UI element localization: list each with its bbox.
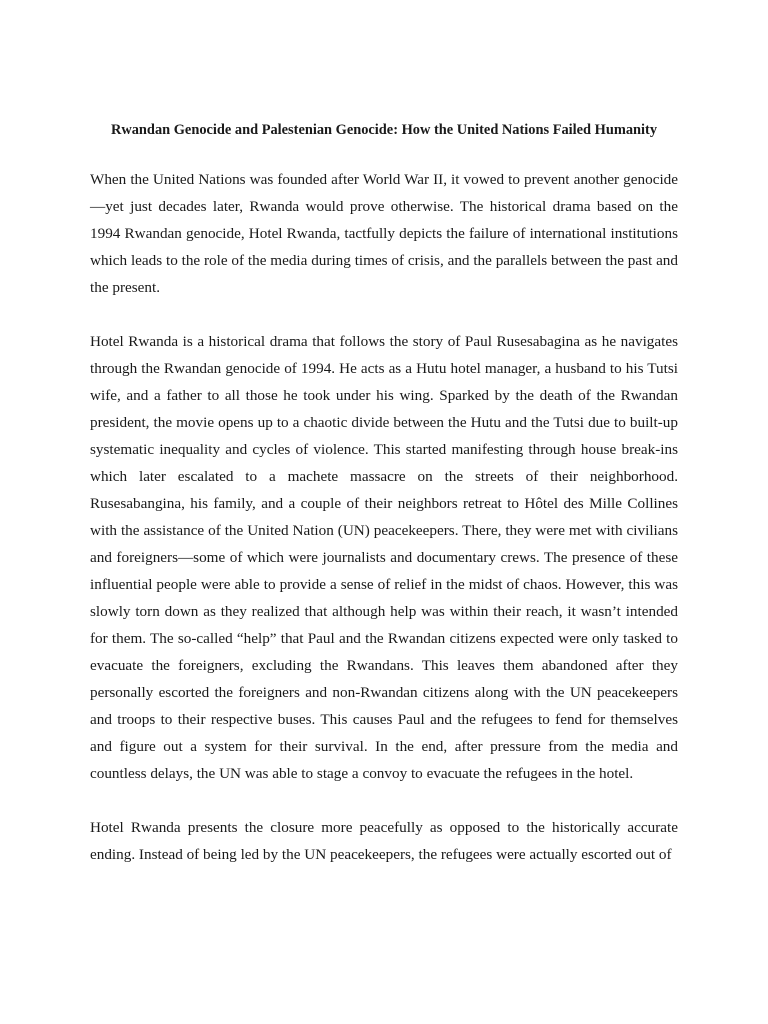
paragraph-intro: When the United Nations was founded after World War II, it vowed to prevent another genocide—yet just decades later, Rwanda would prove otherwise. The historical drama based on the 1994 Rwandan genocide, Hotel Rwanda, tactfully depicts the failure of international institutions which leads to the role of the media during times of crisis, and the parallels between the past and the present. (90, 171, 678, 296)
document-body (90, 118, 678, 895)
paragraph-closure: Hotel Rwanda presents the closure more peacefully as opposed to the historically accurate ending. Instead of being led by the UN peacekeepers, the refugees were actually escorted out of (90, 819, 678, 863)
paragraph-summary: Hotel Rwanda is a historical drama that follows the story of Paul Rusesabagina as he navigates through the Rwandan genocide of 1994. He acts as a Hutu hotel manager, a husband to his Tutsi wife, and a father to all those he took under his wing. Sparked by the death of the Rwandan president, the movie opens up to a chaotic divide between the Hutu and the Tutsi due to built-up systematic inequality and cycles of violence. This started manifesting through house break-ins which later escalated to a machete massacre on the streets of their neighborhood. Rusesabangina, his family, and a couple of their neighbors retreat to Hôtel des Mille Collines with the assistance of the United Nation (UN) peacekeepers. There, they were met with civilians and foreigners—some of which were journalists and documentary crews. The presence of these influential people were able to provide a sense of relief in the midst of chaos. However, this was slowly torn down as they realized that although help was within their reach, it wasn’t intended for them. The so-called “help” that Paul and the Rwandan citizens expected were only tasked to evacuate the foreigners, excluding the Rwandans. This leaves them abandoned after they personally escorted the foreigners and non-Rwandan citizens along with the UN peacekeepers and troops to their respective buses. This causes Paul and the refugees to fend for themselves and figure out a system for their survival. In the end, after pressure from the media and countless delays, the UN was able to stage a convoy to evacuate the refugees in the hotel. (90, 333, 678, 782)
document-title: Rwandan Genocide and Palestenian Genocide: How the United Nations Failed Humanity (110, 122, 658, 138)
